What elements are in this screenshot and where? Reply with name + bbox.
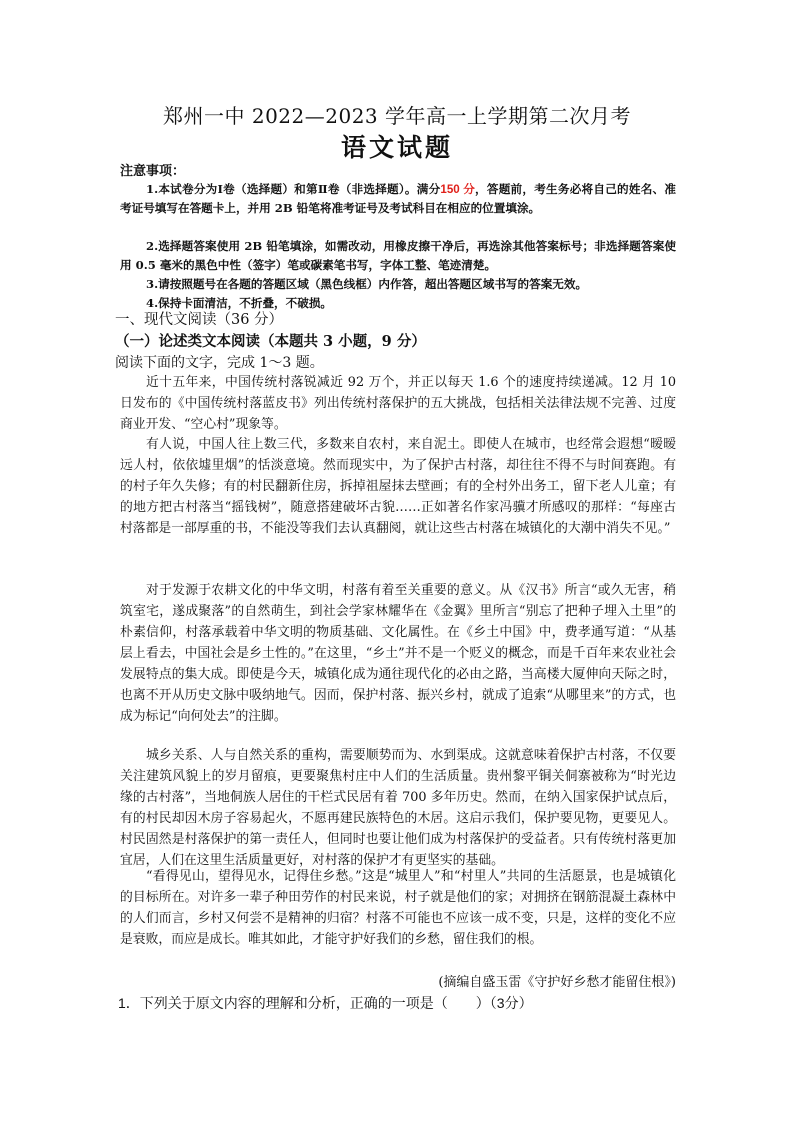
notice-item-1 [120,180,676,218]
passage-paragraph-1 [120,372,676,435]
notice-item-4-text: 4.保持卡面清洁，不折叠，不破损。 [146,296,333,310]
paragraph-text: “看得见山，望得见水，记得住乡愁。”这是“城里人”和“村里人”共同的生活愿景，也是城镇化的目标所在。对许多一辈子种田劳作的村民来说，村子就是他们的家；对拥挤在钢筋混凝土森林中的人们而言，乡村又何尝不是精神的归宿？村落不可能也不应该一成不变，只是，这样的变化不应是衰败，而应是成长。唯其如此，才能守护好我们的乡愁，留住我们的根。 [120,869,676,947]
paragraph-text: 城乡关系、人与自然关系的重构，需要顺势而为、水到渠成。这就意味着保护古村落，不仅要关注建筑风貌上的岁月留痕，更要聚焦村庄中人们的生活质量。贵州黎平铜关侗寨被称为“时光边缘的古村落”，当地侗族人居住的干栏式民居有着 700 多年历史。然而，在纳入国家保护试点后，有的村民却因木房子容易起火，不愿再建民族特色的木居。这启示我们，保护要见物，更要见人。村民固然是村落保护的第一责任人，但同时也要让他们成为村落保护的受益者。只有传统村落更加宜居，人们在这里生活质量更好，对村落的保护才有更坚实的基础。 [120,748,676,868]
passage-paragraph-5 [120,866,676,950]
passage-source: (摘编自盛玉雷《守护好乡愁才能留住根》) [438,975,676,990]
notices-label: 注意事项： [120,164,186,179]
reading-instruction: 阅读下面的文字，完成 1～3 题。 [115,355,324,371]
notice-item-2 [120,237,676,275]
notice-item-3 [120,275,676,294]
passage-paragraph-3 [120,580,676,727]
section-heading: 一、现代文阅读（36 分） [115,312,284,328]
paragraph-text: 对于发源于农耕文化的中华文明，村落有着至关重要的意义。从《汉书》所言“或久无害，稍筑室宅，遂成聚落”的自然萌生，到社会学家林耀华在《金翼》里所言“别忘了把种子埋入土里”的朴素信仰，村落承载着中华文明的物质基础、文化属性。在《乡土中国》中，费孝通写道：“从基层上看去，中国社会是乡土性的。”在这里，“乡土”并不是一个贬义的概念，而是千百年来农业社会发展特点的集大成。即使是今天，城镇化成为通往现代化的必由之路，当高楼大厦伸向天际之时，也离不开从历史文脉中吸纳地气。因而，保护村落、振兴乡村，就成了追索“从哪里来”的方式，也成为标记“向何处去”的注脚。 [120,583,676,724]
notice-item-3-text: 3.请按照题号在各题的答题区域（黑色线框）内作答，超出答题区域书写的答案无效。 [146,277,588,291]
paragraph-text: 有人说，中国人往上数三代，多数来自农村，来自泥土。即使人在城市，也经常会遐想“暧暧远人村，依依墟里烟”的恬淡意境。然而现实中，为了保护古村落，却往往不得不与时间赛跑。有的村子年久失修；有的村民翻新住房，拆掉祖屋抹去壁画；有的全村外出务工，留下老人儿童；有的地方把古村落当“摇钱树”，随意搭建破坏古貌……正如著名作家冯骥才所感叹的那样：“每座古村落都是一部厚重的书，不能没等我们去认真翻阅，就让这些古村落在城镇化的大潮中消失不见。” [120,437,676,536]
question-1: 1．下列关于原文内容的理解和分析，正确的一项是（ ）（3分） [118,995,533,1011]
total-score: 150 分 [440,183,476,196]
notice-item-2-text: 2.选择题答案使用 2B 铅笔填涂，如需改动，用橡皮擦干净后，再选涂其他答案标号；非选择题答案使用 0.5 毫米的黑色中性（签字）笔或碳素笔书写，字体工整、笔迹清楚。 [120,239,676,273]
notice-item-1-text-b: ，答题前，考生务必将自己的姓名、准考证号填写在答题卡上，并用 2B 铅笔将准考证号及考试科目在相应的位置填涂。 [120,182,676,216]
subject-title: 语文试题 [340,133,453,162]
notice-item-1-text-a: 1.本试卷分为Ⅰ卷（选择题）和第Ⅱ卷（非选择题）。满分 [146,182,441,196]
subsection-heading: （一）论述类文本阅读（本题共 3 小题，9 分） [115,333,426,350]
paragraph-text: 近十五年来，中国传统村落锐减近 92 万个，并正以每天 1.6 个的速度持续递减。12 月 10 日发布的《中国传统村落蓝皮书》列出传统村落保护的五大挑战，包括相关法律法规不完善、过度商业开发、“空心村”现象等。 [120,375,676,432]
exam-title: 郑州一中 2022—2023 学年高一上学期第二次月考 [162,104,631,128]
passage-paragraph-2 [120,434,676,539]
passage-paragraph-4 [120,745,676,871]
